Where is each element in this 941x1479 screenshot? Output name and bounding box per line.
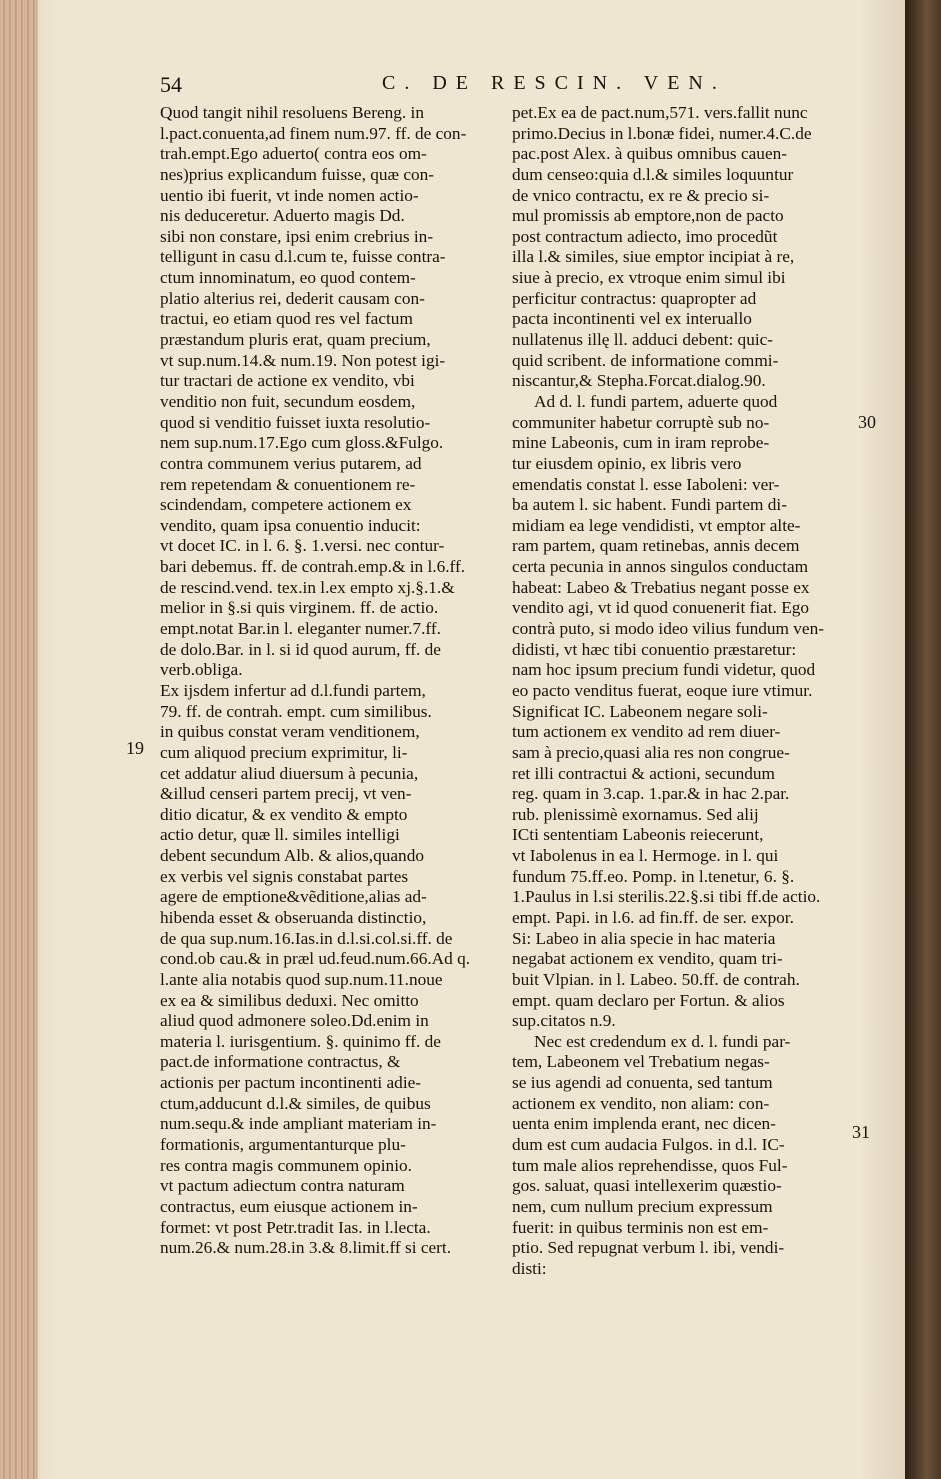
page-number: 54 bbox=[160, 72, 182, 97]
text-line: pet.Ex ea de pact.num,571. vers.fallit nunc bbox=[512, 103, 808, 122]
margin-number-31: 31 bbox=[852, 1122, 870, 1142]
text-line: empt. Papi. in l.6. ad fin.ff. de ser. expor. bbox=[512, 907, 794, 927]
text-line: certa pecunia in annos singulos conductam bbox=[512, 557, 809, 577]
text-line: ICti sententiam Labeonis reiecerunt, bbox=[512, 825, 764, 845]
text-line: tractui, eo etiam quod res vel factum bbox=[160, 309, 413, 329]
text-line: eo pacto venditus fuerat, eoque iure vtimur. bbox=[512, 680, 813, 700]
text-line: ret illi contractui & actioni, secundum bbox=[512, 763, 775, 783]
text-line: &illud censeri partem precij, vt ven- bbox=[160, 784, 412, 804]
text-line: reg. quam in 3.cap. 1.par.& in hac 2.par. bbox=[512, 784, 790, 804]
text-line: platio alterius rei, dederit causam con- bbox=[160, 288, 425, 308]
text-line: de rescind.vend. tex.in l.ex empto xj.§.1.& bbox=[160, 577, 455, 597]
text-line: vt docet IC. in l. 6. §. 1.versi. nec contur- bbox=[160, 536, 445, 556]
text-line: ram partem, quam retinebas, annis decem bbox=[512, 536, 800, 556]
text-line: primo.Decius in l.bonæ fidei, numer.4.C.de bbox=[512, 123, 812, 143]
text-line: nullatenus illę ll. adduci debent: quic- bbox=[512, 330, 774, 350]
text-line: buit Vlpian. in l. Labeo. 50.ff. de contrah. bbox=[512, 969, 800, 989]
text-line: tur eiusdem opinio, ex libris vero bbox=[512, 453, 742, 473]
text-line: ctum,adducunt d.l.& similes, de quibus bbox=[160, 1093, 431, 1113]
text-line: disti: bbox=[512, 1258, 547, 1278]
text-line: tum actionem ex vendito ad rem diuer- bbox=[512, 722, 781, 742]
text-line: pac.post Alex. à quibus omnibus cauen- bbox=[512, 144, 788, 164]
text-line: Si: Labeo in alia specie in hac materia bbox=[512, 928, 776, 948]
text-line: l.ante alia notabis quod sup.num.11.noue bbox=[160, 969, 443, 989]
text-line: venditio non fuit, secundum eosdem, bbox=[160, 391, 416, 411]
text-line: Nec est credendum ex d. l. fundi par- bbox=[534, 1031, 791, 1051]
text-line: formationis, argumentanturque plu- bbox=[160, 1135, 406, 1155]
text-line: rub. plenissimè exornamus. Sed alij bbox=[512, 804, 759, 824]
text-line: debent secundum Alb. & alios,quando bbox=[160, 846, 424, 866]
text-line: se ius agendi ad conuenta, sed tantum bbox=[512, 1073, 773, 1093]
text-line: Quod tangit nihil resoluens Bereng. in bbox=[160, 103, 424, 122]
text-line: bari debemus. ff. de contrah.emp.& in l.6.ff. bbox=[160, 557, 466, 577]
text-line: verb.obliga. bbox=[160, 660, 243, 680]
text-line: Significat IC. Labeonem negare soli- bbox=[512, 701, 768, 721]
text-line: uenta enim implenda erant, nec dicen- bbox=[512, 1114, 776, 1134]
text-line: cet addatur aliud diuersum à pecunia, bbox=[160, 763, 419, 783]
text-line: illa l.& similes, siue emptor incipiat à re, bbox=[512, 247, 795, 267]
text-line: habeat: Labeo & Trebatius negant posse ex bbox=[512, 577, 810, 597]
text-line: siue à precio, ex vtroque enim simul ibi bbox=[512, 268, 786, 288]
text-line: 1.Paulus in l.si sterilis.22.§.si tibi ff.de actio. bbox=[512, 887, 821, 907]
text-line: mine Labeonis, cum in iram reprobe- bbox=[512, 433, 770, 453]
text-line: nes)prius explicandum fuisse, quæ con- bbox=[160, 164, 435, 184]
text-line: actionem ex vendito, non aliam: con- bbox=[512, 1093, 770, 1113]
text-line: materia l. iurisgentium. §. quinimo ff. de bbox=[160, 1031, 441, 1051]
text-line: quod si venditio fuisset iuxta resolutio- bbox=[160, 412, 431, 432]
margin-number-30: 30 bbox=[858, 412, 876, 432]
text-line: tem, Labeonem vel Trebatium negas- bbox=[512, 1052, 770, 1072]
text-line: contrà puto, si modo ideo vilius fundum ven- bbox=[512, 619, 824, 639]
text-line: num.26.& num.28.in 3.& 8.limit.ff si cert. bbox=[160, 1238, 452, 1258]
text-line: sibi non constare, ipsi enim crebrius in- bbox=[160, 226, 434, 246]
text-line: pacta incontinenti vel ex interuallo bbox=[512, 309, 752, 329]
text-line: negabat actionem ex vendito, quam tri- bbox=[512, 949, 783, 969]
text-line: agere de emptione&vẽditione,alias ad- bbox=[160, 887, 427, 907]
text-line: aliud quod admonere soleo.Dd.enim in bbox=[160, 1011, 429, 1031]
text-line: ditio dicatur, & ex vendito & empto bbox=[160, 804, 408, 824]
page-edges bbox=[0, 0, 38, 1479]
text-line: in quibus constat veram venditionem, bbox=[160, 722, 420, 742]
text-line: tur tractari de actione ex vendito, vbi bbox=[160, 371, 415, 391]
text-line: cond.ob cau.& in præl ud.feud.num.66.Ad q. bbox=[160, 949, 471, 969]
text-line: telligunt in casu d.l.cum te, fuisse contra- bbox=[160, 247, 446, 267]
text-line: actionis per pactum incontinenti adie- bbox=[160, 1073, 422, 1093]
text-line: vendito agi, vt id quod conuenerit fiat. Ego bbox=[512, 598, 810, 618]
text-line: actio detur, quæ ll. similes intelligi bbox=[160, 825, 400, 845]
text-line: midiam ea lege vendidisti, vt emptor alte- bbox=[512, 515, 801, 535]
text-line: formet: vt post Petr.tradit Ias. in l.lecta. bbox=[160, 1217, 431, 1237]
text-line: trah.empt.Ego aduerto( contra eos om- bbox=[160, 144, 427, 164]
text-line: hibenda esset & obseruanda distinctio, bbox=[160, 907, 427, 927]
text-line: communiter habetur corruptè sub no- bbox=[512, 412, 770, 432]
text-line: nam hoc ipsum precium fundi videtur, quod bbox=[512, 660, 816, 680]
text-line: rem repetendam & conuentionem re- bbox=[160, 474, 416, 494]
text-line: dum censeo:quia d.l.& similes loquuntur bbox=[512, 164, 794, 184]
text-line: 79. ff. de contrah. empt. cum similibus. bbox=[160, 701, 432, 721]
text-line: fundum 75.ff.eo. Pomp. in l.tenetur, 6. §. bbox=[512, 866, 795, 886]
text-line: quid scribent. de informatione commi- bbox=[512, 350, 779, 370]
text-line: dum est cum audacia Fulgos. in d.l. IC- bbox=[512, 1135, 785, 1155]
text-line: cum aliquod precium exprimitur, li- bbox=[160, 742, 408, 762]
left-column bbox=[160, 103, 496, 1259]
text-line: præstandum pluris erat, quam precium, bbox=[160, 330, 431, 350]
text-line: contractus, eum eiusque actionem in- bbox=[160, 1196, 418, 1216]
text-line: mul promissis ab emptore,non de pacto bbox=[512, 206, 784, 226]
text-line: vt Iabolenus in ea l. Hermoge. in l. qui bbox=[512, 846, 779, 866]
text-line: emendatis constat l. esse Iaboleni: ver- bbox=[512, 474, 780, 494]
right-column bbox=[512, 103, 848, 1280]
text-line: nem sup.num.17.Ego cum gloss.&Fulgo. bbox=[160, 433, 444, 453]
text-line: didisti, vt hæc tibi conuentio præstaretur: bbox=[512, 639, 797, 659]
text-line: uentio ibi fuerit, vt inde nomen actio- bbox=[160, 185, 419, 205]
text-line: ba autem l. sic habent. Fundi partem di- bbox=[512, 495, 787, 515]
text-line: fuerit: in quibus terminis non est em- bbox=[512, 1217, 769, 1237]
text-line: contra communem verius putarem, ad bbox=[160, 453, 422, 473]
text-line: empt.notat Bar.in l. eleganter numer.7.ff. bbox=[160, 619, 441, 639]
text-line: scindendam, competere actionem ex bbox=[160, 495, 412, 515]
text-line: nis deduceretur. Aduerto magis Dd. bbox=[160, 206, 405, 226]
text-line: l.pact.conuenta,ad finem num.97. ff. de con- bbox=[160, 123, 467, 143]
text-line: vendito, quam ipsa conuentio inducit: bbox=[160, 515, 421, 535]
book-cover-edge bbox=[905, 0, 941, 1479]
text-line: perficitur contractus: quapropter ad bbox=[512, 288, 757, 308]
text-line: de dolo.Bar. in l. si id quod aurum, ff. de bbox=[160, 639, 441, 659]
text-line: ctum innominatum, eo quod contem- bbox=[160, 268, 416, 288]
margin-number-19: 19 bbox=[126, 738, 144, 758]
text-line: ptio. Sed repugnat verbum l. ibi, vendi- bbox=[512, 1238, 785, 1258]
running-head: C. DE RESCIN. VEN. bbox=[382, 72, 726, 94]
text-line: post contractum adiecto, imo procedũt bbox=[512, 226, 778, 246]
text-line: empt. quam declaro per Fortun. & alios bbox=[512, 990, 785, 1010]
text-line: pact.de informatione contractus, & bbox=[160, 1052, 401, 1072]
text-line: de qua sup.num.16.Ias.in d.l.si.col.si.ff. de bbox=[160, 928, 453, 948]
text-line: tum male alios reprehendisse, quos Ful- bbox=[512, 1155, 788, 1175]
text-line: melior in §.si quis virginem. ff. de actio. bbox=[160, 598, 439, 618]
text-line: res contra magis communem opinio. bbox=[160, 1155, 412, 1175]
text-line: nem, cum nullum precium expressum bbox=[512, 1196, 773, 1216]
text-line: num.sequ.& inde ampliant materiam in- bbox=[160, 1114, 437, 1134]
text-line: vt pactum adiectum contra naturam bbox=[160, 1176, 405, 1196]
text-line: gos. saluat, quasi intellexerim quæstio- bbox=[512, 1176, 782, 1196]
text-line: sam à precio,quasi alia res non congrue- bbox=[512, 742, 790, 762]
text-line: sup.citatos n.9. bbox=[512, 1011, 616, 1031]
text-line: ex ea & similibus deduxi. Nec omitto bbox=[160, 990, 419, 1010]
text-line: de vnico contractu, ex re & precio si- bbox=[512, 185, 770, 205]
page-header bbox=[160, 72, 860, 102]
text-line: ex verbis vel signis constabat partes bbox=[160, 866, 409, 886]
text-line: niscantur,& Stepha.Forcat.dialog.90. bbox=[512, 371, 766, 391]
text-line: Ex ijsdem infertur ad d.l.fundi partem, bbox=[160, 680, 426, 700]
text-line: Ad d. l. fundi partem, aduerte quod bbox=[534, 391, 778, 411]
text-line: vt sup.num.14.& num.19. Non potest igi- bbox=[160, 350, 446, 370]
